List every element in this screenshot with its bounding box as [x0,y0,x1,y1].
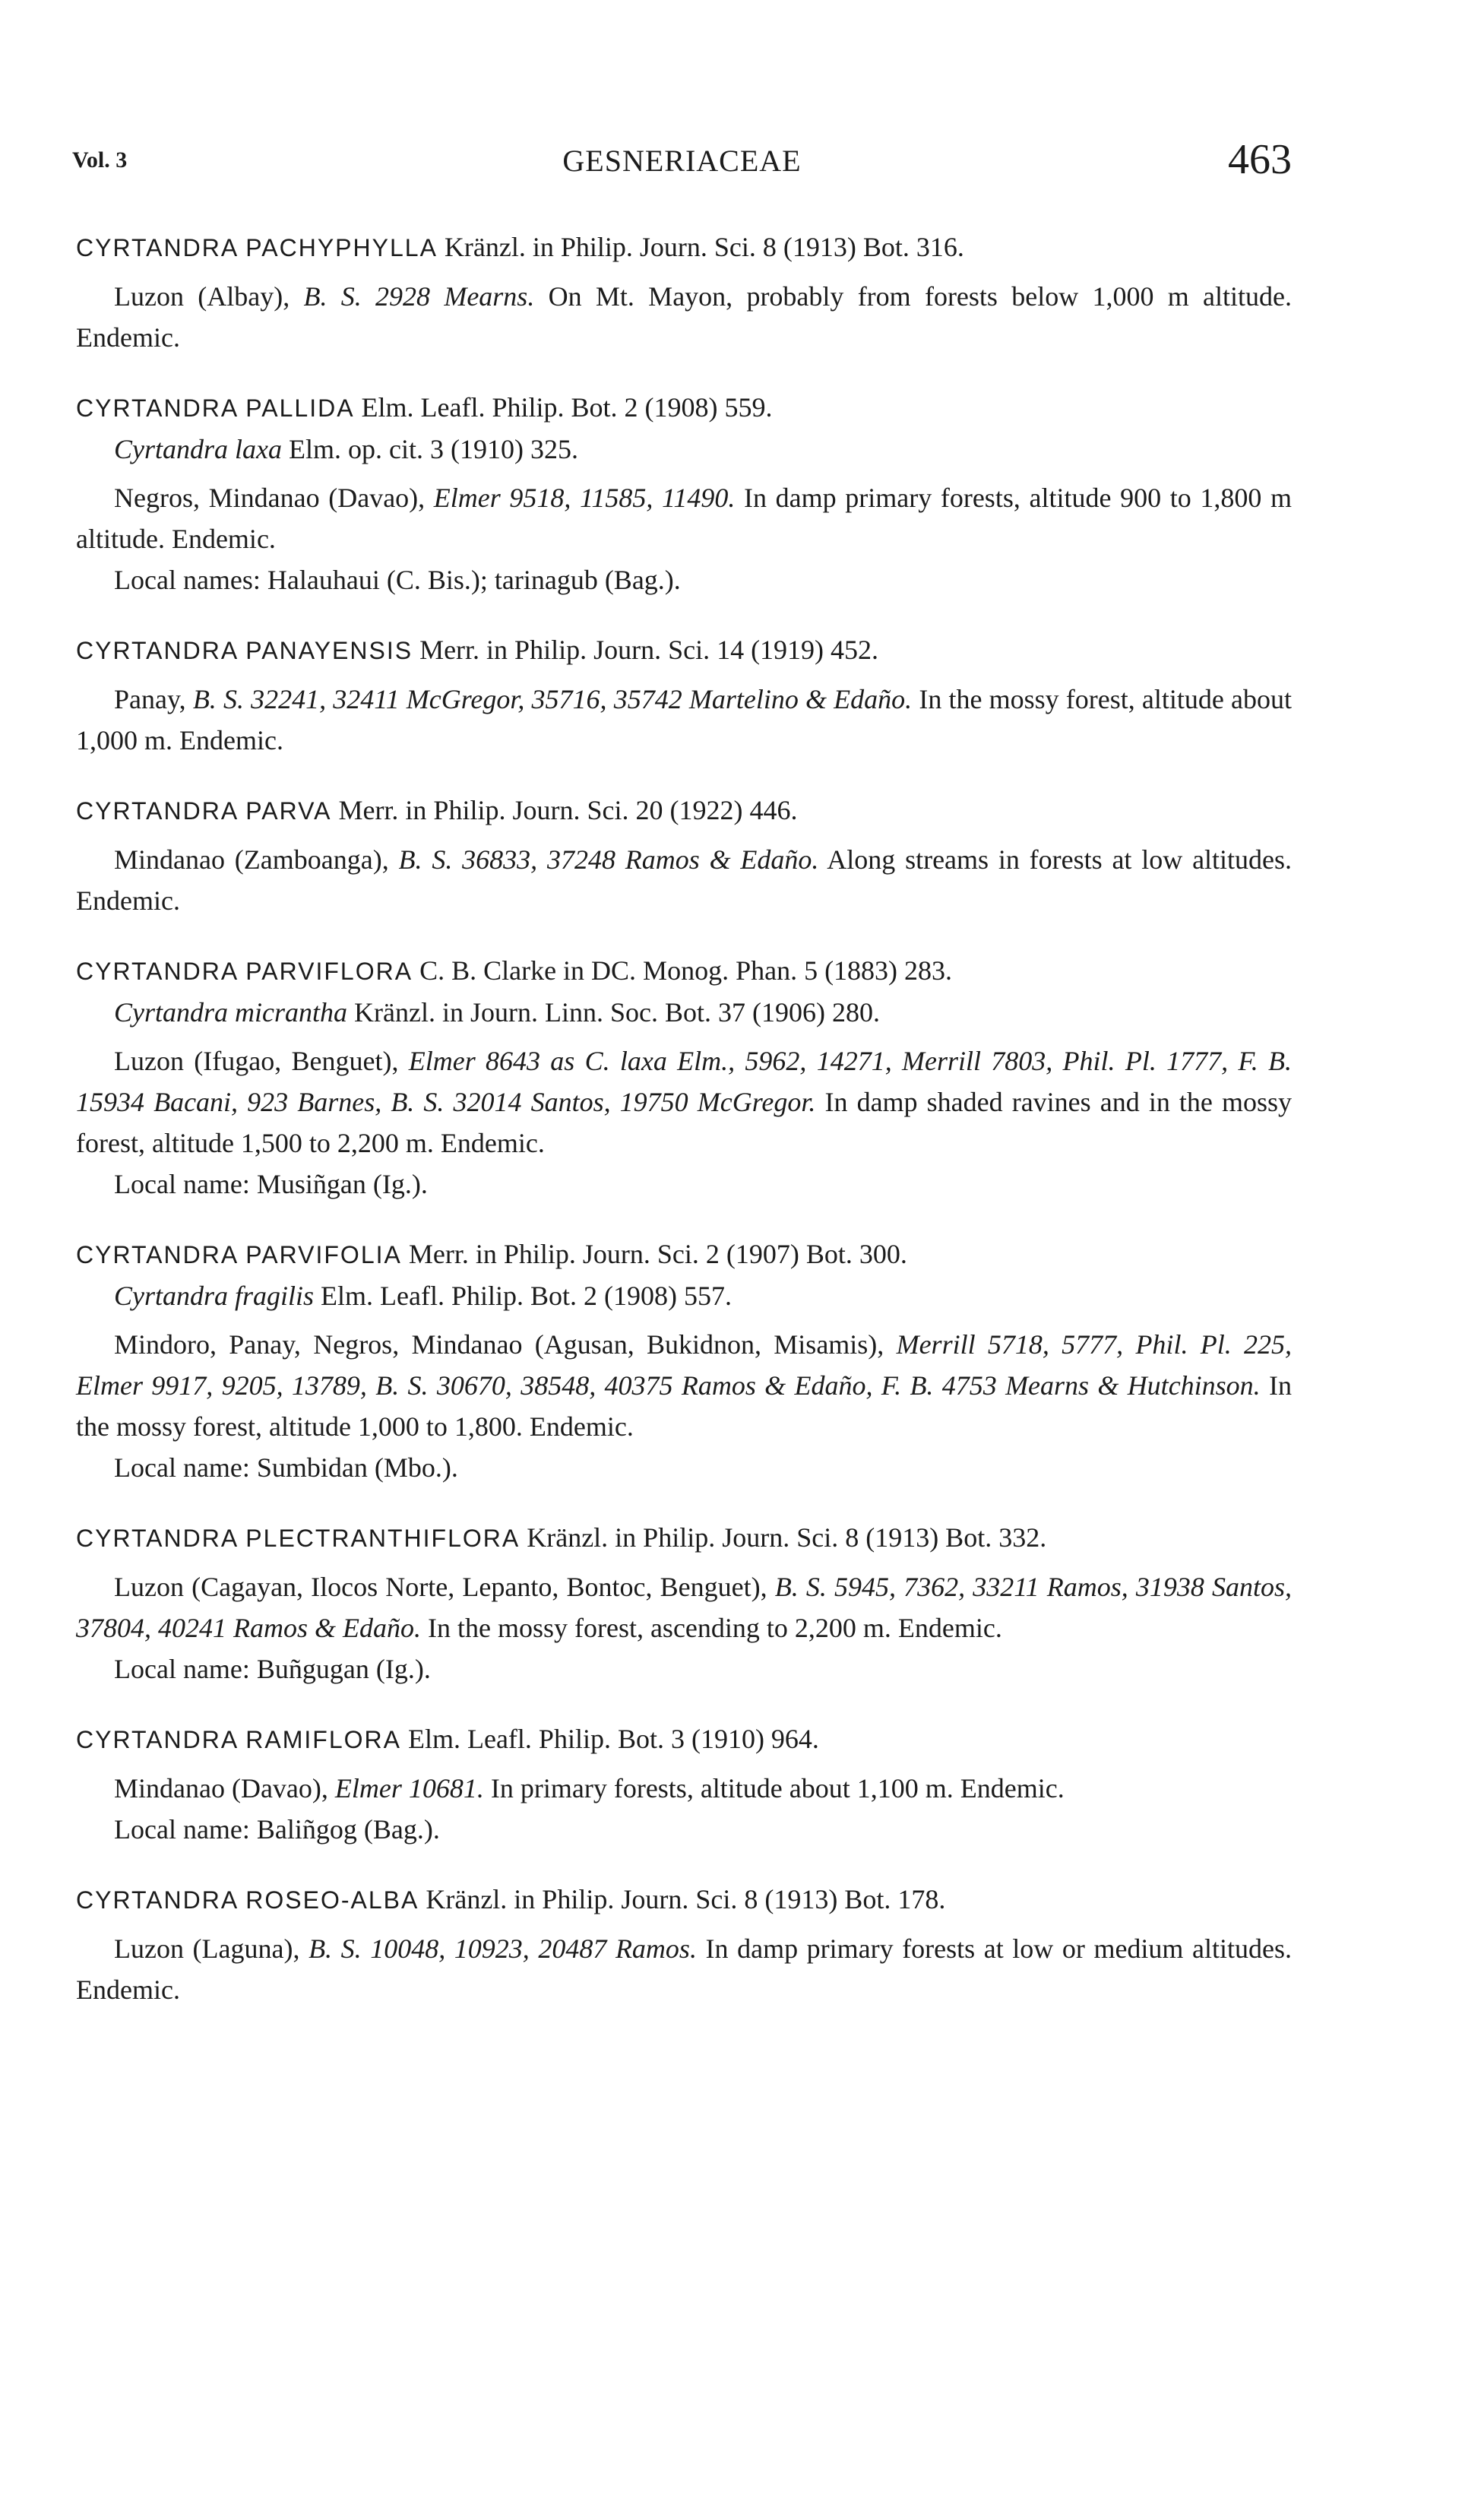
species-heading [76,790,1292,831]
species-heading [76,1233,1292,1275]
species-name: CYRTANDRA PARVIFOLIA [76,1241,402,1268]
distribution-locality: Negros, Mindanao (Davao), [114,483,426,513]
distribution-note: In the mossy forest, ascending to 2,200 m. Endemic. [428,1613,1002,1643]
distribution-specimens: B. S. 36833, 37248 Ramos & Edaño. [398,844,819,875]
distribution-locality: Mindanao (Zamboanga), [114,844,389,875]
local-names: Local name: Baliñgog (Bag.). [114,1814,440,1845]
species-entry [76,790,1292,921]
species-citation: Elm. Leafl. Philip. Bot. 3 (1910) 964. [407,1724,819,1754]
distribution [76,276,1292,358]
distribution [76,477,1292,559]
distribution-note: In the mossy forest, altitude 1,000 to 1,800. Endemic. [76,1370,1293,1442]
distribution-locality: Mindoro, Panay, Negros, Mindanao (Agusan, Bukidnon, Misamis), [114,1329,884,1360]
family-title: GESNERIACEAE [562,144,802,178]
species-citation: Elm. Leafl. Philip. Bot. 2 (1908) 559. [361,392,773,423]
species-citation: Kränzl. in Philip. Journ. Sci. 8 (1913) Bot. 332. [527,1522,1047,1553]
species-name: CYRTANDRA PACHYPHYLLA [76,234,438,261]
species-citation: Kränzl. in Philip. Journ. Sci. 8 (1913) Bot. 316. [444,232,964,262]
distribution-note: In damp primary forests at low or medium altitudes. Endemic. [76,1933,1292,2005]
distribution-specimens: B. S. 2928 Mearns. [303,281,535,312]
volume-label: Vol. 3 [72,147,128,173]
species-heading [76,1517,1292,1559]
local-names: Local names: Halauhaui (C. Bis.); tarinagub (Bag.). [114,565,681,595]
synonym-name: Cyrtandra micrantha [114,997,348,1028]
species-entry [76,1517,1292,1689]
synonym [76,1275,1292,1316]
species-name: CYRTANDRA ROSEO-ALBA [76,1886,419,1914]
distribution [76,1768,1292,1809]
distribution-specimens: B. S. 5945, 7362, 33211 Ramos, 31938 Santos, 37804, 40241 Ramos & Edaño. [76,1572,1293,1643]
species-entry [76,1718,1292,1850]
species-name: CYRTANDRA PARVA [76,797,332,825]
species-name: CYRTANDRA RAMIFLORA [76,1726,401,1753]
species-entry [76,629,1292,761]
species-citation: Merr. in Philip. Journ. Sci. 14 (1919) 452. [419,635,879,665]
distribution-locality: Luzon (Laguna), [114,1933,300,1964]
distribution [76,1040,1292,1164]
distribution-locality: Mindanao (Davao), [114,1773,328,1803]
species-heading [76,1718,1292,1760]
synonym-citation: Elm. op. cit. 3 (1910) 325. [289,434,578,464]
synonym-citation: Elm. Leafl. Philip. Bot. 2 (1908) 557. [321,1281,732,1311]
species-name: CYRTANDRA PLECTRANTHIFLORA [76,1525,521,1552]
species-entries [76,226,1292,2039]
distribution-locality: Luzon (Cagayan, Ilocos Norte, Lepanto, Bontoc, Benguet), [114,1572,767,1602]
species-name: CYRTANDRA PALLIDA [76,394,355,422]
distribution-locality: Luzon (Albay), [114,281,290,312]
distribution-note: Along streams in forests at low altitudes. Endemic. [76,844,1293,916]
species-name: CYRTANDRA PANAYENSIS [76,637,413,664]
distribution-specimens: B. S. 10048, 10923, 20487 Ramos. [309,1933,697,1964]
distribution-note: In the mossy forest, altitude about 1,000 m. Endemic. [76,684,1293,755]
distribution-specimens: B. S. 32241, 32411 McGregor, 35716, 35742 Martelino & Edaño. [192,684,913,714]
species-citation: Merr. in Philip. Journ. Sci. 2 (1907) Bot. 300. [408,1239,907,1269]
page-number: 463 [1228,136,1292,183]
distribution-specimens: Elmer 8643 as C. laxa Elm., 5962, 14271, Merrill 7803, Phil. Pl. 1777, F. B. 15934 Bacani, 923 Barnes, B. S. 32014 Santos, 19750 McGregor. [76,1046,1293,1117]
species-entry [76,1233,1292,1488]
species-name: CYRTANDRA PARVIFLORA [76,958,413,985]
distribution-specimens: Elmer 10681. [334,1773,484,1803]
species-entry [76,387,1292,600]
species-heading [76,387,1292,429]
page-header [72,135,1292,204]
distribution-locality: Luzon (Ifugao, Benguet), [114,1046,399,1076]
distribution-locality: Panay, [114,684,186,714]
distribution-note: In damp primary forests, altitude 900 to 1,800 m altitude. Endemic. [76,483,1292,554]
distribution-specimens: Merrill 5718, 5777, Phil. Pl. 225, Elmer 9917, 9205, 13789, B. S. 30670, 38548, 40375 Ramos & Edaño, F. B. 4753 Mearns & Hutchinson. [76,1329,1293,1401]
synonym [76,429,1292,470]
local-names: Local name: Sumbidan (Mbo.). [114,1452,458,1483]
distribution-note: On Mt. Mayon, probably from forests below 1,000 m altitude. Endemic. [76,281,1292,353]
synonym-name: Cyrtandra laxa [114,434,282,464]
distribution [76,1324,1292,1447]
distribution-note: In primary forests, altitude about 1,100 m. Endemic. [490,1773,1065,1803]
species-citation: Kränzl. in Philip. Journ. Sci. 8 (1913) Bot. 178. [426,1884,946,1914]
distribution [76,1928,1292,2010]
distribution-specimens: Elmer 9518, 11585, 11490. [433,483,736,513]
synonym-citation: Kränzl. in Journ. Linn. Soc. Bot. 37 (1906) 280. [354,997,880,1028]
species-entry [76,1879,1292,2010]
species-heading [76,226,1292,268]
species-entry [76,226,1292,358]
species-citation: Merr. in Philip. Journ. Sci. 20 (1922) 446. [338,795,798,825]
species-citation: C. B. Clarke in DC. Monog. Phan. 5 (1883) 283. [419,955,953,986]
distribution [76,679,1292,761]
species-heading [76,629,1292,671]
species-entry [76,950,1292,1205]
species-heading [76,1879,1292,1921]
synonym [76,992,1292,1033]
local-names: Local name: Buñgugan (Ig.). [114,1654,431,1684]
distribution [76,839,1292,921]
distribution [76,1566,1292,1648]
species-heading [76,950,1292,992]
local-names: Local name: Musiñgan (Ig.). [114,1169,428,1199]
synonym-name: Cyrtandra fragilis [114,1281,315,1311]
distribution-note: In damp shaded ravines and in the mossy forest, altitude 1,500 to 2,200 m. Endemic. [76,1087,1292,1158]
